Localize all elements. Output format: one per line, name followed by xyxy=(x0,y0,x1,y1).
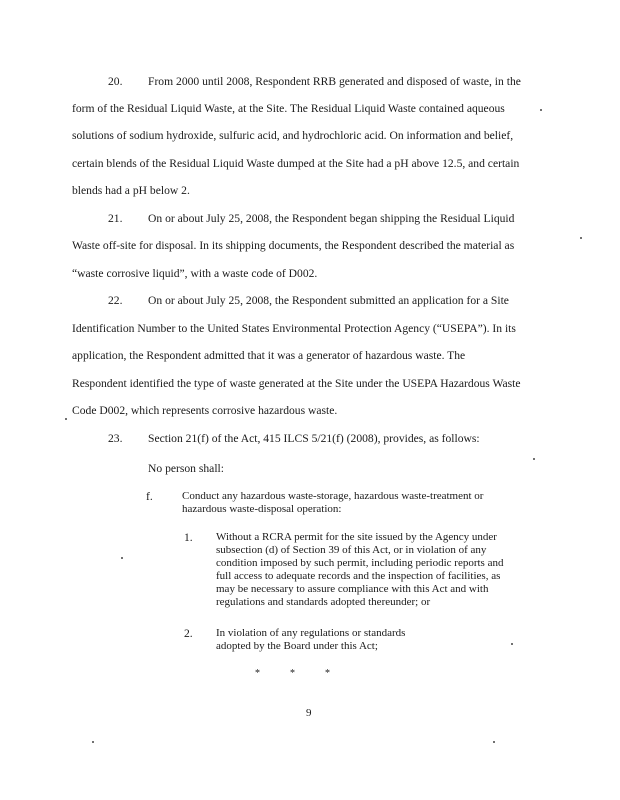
quote-item-line: hazardous waste-disposal operation: xyxy=(182,503,342,515)
scan-speck xyxy=(540,109,542,111)
ellipsis-mark: * xyxy=(325,668,330,679)
subitem-1-line: Without a RCRA permit for the site issued by the Agency under xyxy=(216,531,497,543)
paragraph-23-number: 23. xyxy=(108,432,123,445)
scan-speck xyxy=(511,643,513,645)
paragraph-21-line: Waste off-site for disposal. In its shipping documents, the Respondent described the material as xyxy=(72,239,515,252)
paragraph-22-number: 22. xyxy=(108,294,123,307)
subitem-1-line: condition imposed by such permit, including periodic reports and xyxy=(216,557,504,569)
scan-speck xyxy=(493,741,495,743)
subitem-1-line: full access to adequate records and the inspection of facilities, as xyxy=(216,570,501,582)
subitem-1-line: regulations and standards adopted thereunder; or xyxy=(216,596,431,608)
paragraph-22-line: Identification Number to the United States Environmental Protection Agency (“USEPA”). In its xyxy=(72,322,516,335)
paragraph-20-line: From 2000 until 2008, Respondent RRB generated and disposed of waste, in the xyxy=(148,75,521,88)
scan-speck xyxy=(92,741,94,743)
paragraph-20-line: solutions of sodium hydroxide, sulfuric acid, and hydrochloric acid. On information and belief, xyxy=(72,129,514,142)
subitem-1-line: subsection (d) of Section 39 of this Act, or in violation of any xyxy=(216,544,487,556)
paragraph-20-number: 20. xyxy=(108,75,123,88)
paragraph-20-line: form of the Residual Liquid Waste, at the Site. The Residual Liquid Waste contained aqueous xyxy=(72,102,505,115)
scan-speck xyxy=(533,458,535,460)
subitem-1-label: 1. xyxy=(184,531,193,544)
subitem-2-line: adopted by the Board under this Act; xyxy=(216,640,378,652)
paragraph-22-line: Respondent identified the type of waste generated at the Site under the USEPA Hazardous Waste xyxy=(72,377,521,390)
paragraph-22-line: On or about July 25, 2008, the Respondent submitted an application for a Site xyxy=(148,294,509,307)
paragraph-21-number: 21. xyxy=(108,212,123,225)
subitem-2-label: 2. xyxy=(184,627,193,640)
scan-speck xyxy=(580,237,582,239)
scan-speck xyxy=(65,418,67,420)
quote-intro: No person shall: xyxy=(148,462,224,475)
paragraph-21-line: On or about July 25, 2008, the Respondent began shipping the Residual Liquid xyxy=(148,212,515,225)
paragraph-23-line: Section 21(f) of the Act, 415 ILCS 5/21(f) (2008), provides, as follows: xyxy=(148,432,480,445)
ellipsis-mark: * xyxy=(290,668,295,679)
paragraph-22-line: Code D002, which represents corrosive hazardous waste. xyxy=(72,404,338,417)
subitem-1-line: may be necessary to assure compliance with this Act and with xyxy=(216,583,489,595)
quote-item-line: Conduct any hazardous waste-storage, hazardous waste-treatment or xyxy=(182,490,484,502)
scan-speck xyxy=(121,557,123,559)
ellipsis-mark: * xyxy=(255,668,260,679)
quote-item-label: f. xyxy=(146,490,153,503)
paragraph-21-line: “waste corrosive liquid”, with a waste code of D002. xyxy=(72,267,318,280)
paragraph-22-line: application, the Respondent admitted that it was a generator of hazardous waste. The xyxy=(72,349,466,362)
paragraph-20-line: certain blends of the Residual Liquid Waste dumped at the Site had a pH above 12.5, and certain xyxy=(72,157,520,170)
paragraph-20-line: blends had a pH below 2. xyxy=(72,184,190,197)
page-number: 9 xyxy=(306,707,312,719)
subitem-2-line: In violation of any regulations or standards xyxy=(216,627,406,639)
